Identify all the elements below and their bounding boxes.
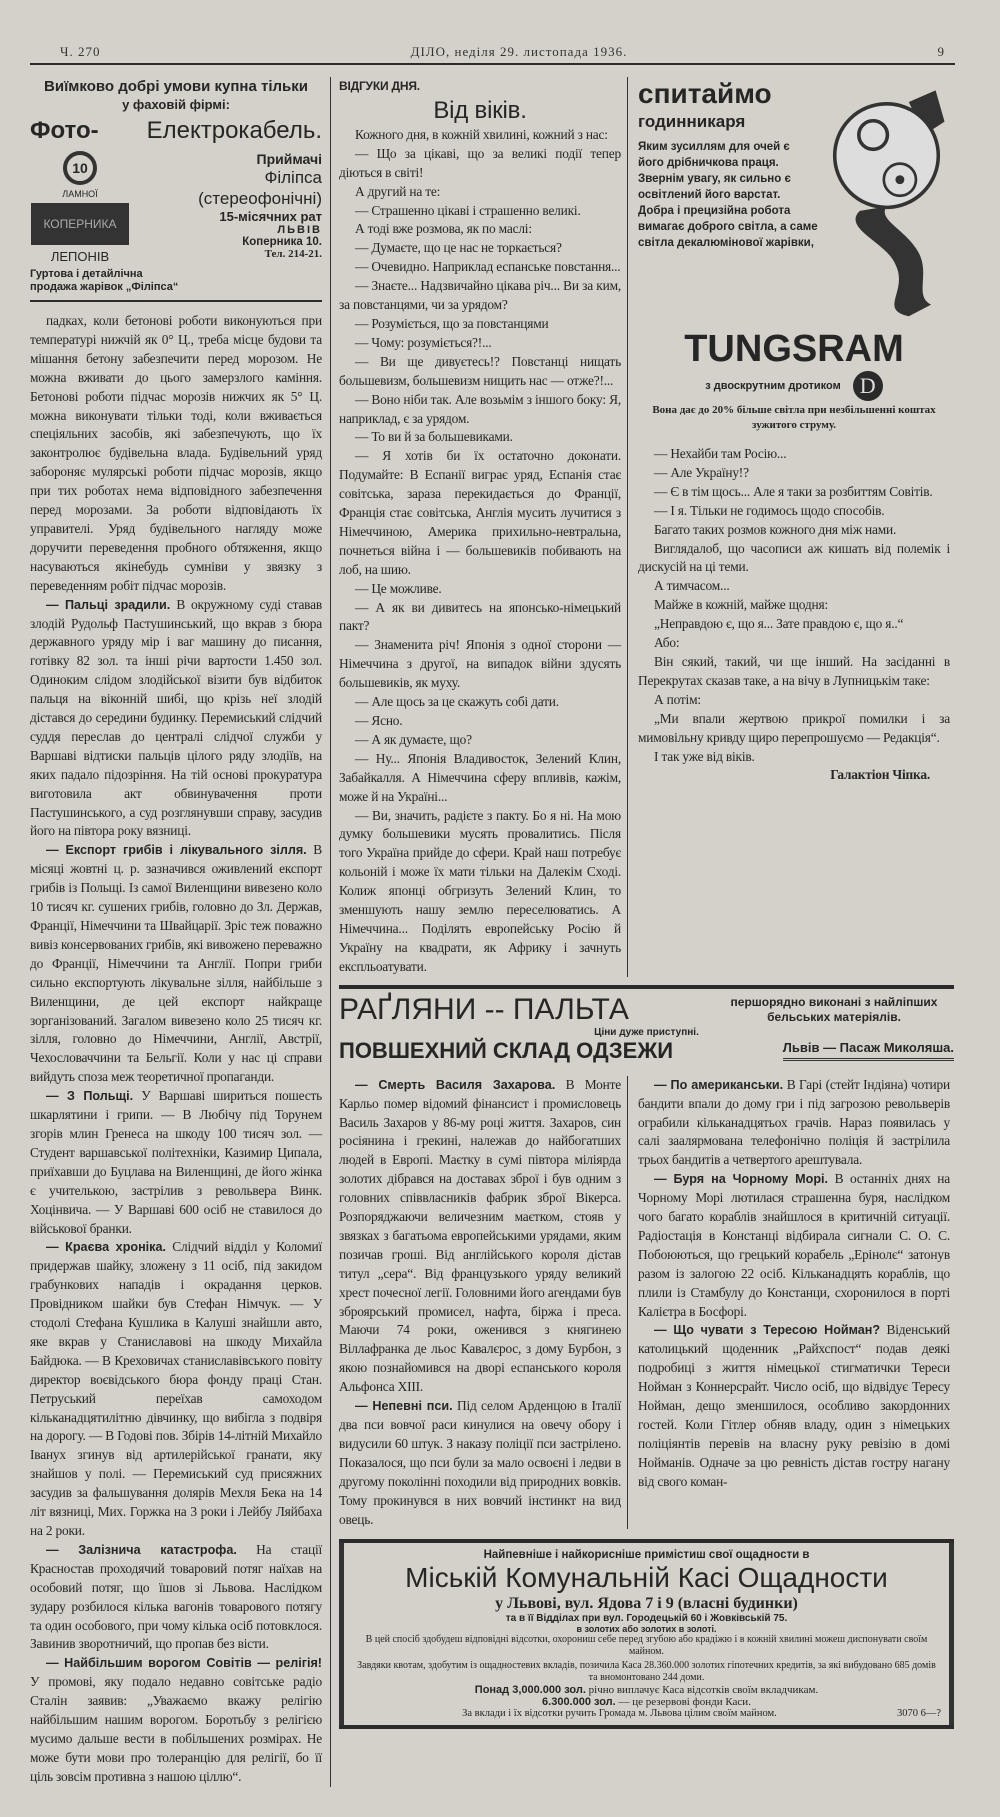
ad-text: річно виплачує Каса відсотків своїм вкладчикам. <box>585 1684 819 1697</box>
dialogue-line: — Ви, значить, радієте з пакту. Бо я ні. На мою думку большевики мусять провалитись. Після того Україна прийде до сфери. Край наш потребує кольоній і може їх мати тільки на Далекім Сході. Колиж японці обгризуть Зелений Клин, то зменшують нашу землю переселюватись. А Німеччина... Поділять европейську Росію й Україну на квадрати, як Африку і зачнуть експльоатувати. <box>339 807 621 974</box>
savings-bank-advertisement <box>339 1543 954 1725</box>
ad-wholesale <box>30 268 322 294</box>
ad-graphic <box>30 151 130 264</box>
article-paragraph <box>30 1087 322 1238</box>
ad-amount: 6.300.000 зол. <box>542 1696 616 1709</box>
article-text: В Монте Карльо помер відомий фінансист і промисловець Василь Захаров у 86-му році життя. Захаров, син росіянина і грекині, належав до найбогатших людей в Европі. Маєтку в сумі півтора міліярда золотих дібрався на доставах зброї і був одним з головних співвласників фабрик зброї Вікерса. Розпоряджаючи величезним маєтком, стояв у звязках з багатьома европейськими урядами, яким позичав гроші. Від англійського короля дістав титул „сера“. Від французького уряду великий хрест почесної легії. Головними його агендами був зброярський промисел, нафта, біржа і преса. Маючи 74 роки, оженився з княгинею Віллафранка де льос Кавалєрос, з дому Бурбон, з якою познайомився на дворі еспанського короля Альфонса XIII. <box>339 1076 621 1395</box>
dialogue-line: — Що за цікаві, що за великі події тепер діються в світі! <box>339 145 621 180</box>
coats-advertisement <box>339 989 954 1070</box>
ad-philips: Філіпса (стереофонічні) <box>198 168 322 208</box>
dialogue-line: Кожного дня, в кожній хвилині, кожний з нас: <box>355 126 608 142</box>
article-paragraph <box>638 1076 950 1171</box>
ad-installments: 15-місячних рат <box>219 209 322 224</box>
article-heading: — З Польщі. <box>46 1089 134 1104</box>
article-text: В останніх днях на Чорному Морі лютилася страшенна буря, наслідком чого багато кораблів знайшлося в критичній ситуації. Радіостація в Констанці відбирала сигнали С. О. С. Побоюються, що грецький корабель „Ерінолє“ затонув разом із залогою 22 осіб. Кільканадцять кораблів, що плили із Стамбулу до Констанци, схоронилося в порті Калієтра в Босфорі. <box>638 1171 950 1319</box>
ad-gold: в золотих або золотих в золоті. <box>576 1624 717 1635</box>
dialogue-line: — Думаєте, що це нас не торкається? <box>355 240 562 256</box>
ad-text: В цей спосіб здобудеш відповідні відсотки, охорониш себе перед згубою або крадіжю і в кожній хвилині можеш диспонувати своїм майном. <box>365 1634 928 1658</box>
dialogue-line: — Очевидно. Наприклад еспанське повстання... <box>355 259 621 275</box>
ad-title: Міській Комунальній Касі Ощадности <box>405 1562 888 1594</box>
dialogue-line: — Це можливе. <box>355 580 442 596</box>
dialogue-line: — А як думаєте, що? <box>355 731 472 747</box>
tungsram-logo: TUNGSRAM <box>684 328 904 370</box>
ad-prices: Ціни дуже приступні. <box>594 1026 699 1038</box>
watch-illustration <box>824 77 949 327</box>
banner-graphic: КОПЕРНИКА <box>31 203 129 245</box>
ad-address: у Львові, вул. Ядова 7 і 9 (власні будинки) <box>495 1595 798 1613</box>
dialogue-line: — Але Україну!? <box>654 464 749 480</box>
dialogue-line: — Знаєте... Надзвичайно цікава річ... Ви за ким, за повстанцями, чи за урядом? <box>339 278 621 313</box>
dialogue-line: „Неправдою є, що я... Зате правдою є, що я..“ <box>654 616 904 632</box>
feuilleton <box>339 77 628 977</box>
dialogue-line: — Є в тім щось... Але я таки за розбиттям Совітів. <box>654 483 933 499</box>
ad-branches: та в її Відділах при вул. Городецькій 60 і Жовківській 75. <box>505 1613 788 1625</box>
article-text: Слідчий відділ у Коломиї придержав шайку, зложену з 11 осіб, під закидом грабункових нападів і окрадання церков. Провідником шайки був Стефан Німчук. — У стодолі Стефана Кушлика в Калуші знайшли авто, яке вкрав у Станиславові на шкоду Михайла Байдюка. — В Креховичах станиславівського повіту директор воєвідського бюра фонду праці Стан. Петруський переїхав самоходом кільканадцятилітню дівчинку, що вибігла з подвіря на дорогу. — В Годові пов. Збірів 14-літній Михайло Іванух згинув від артилерійської гранати, яку знайшов у полі. — Перемиський суд присяжних засудив за фальшування долярів Мехля Бека на 14 літ вязниці, Мих. Горжка на 3 роки і Лейбу Ляйбаха на 2 роки. <box>30 1239 323 1538</box>
dialogue-line: — То ви й за большевиками. <box>355 429 513 445</box>
dialogue-line: Багато таких розмов кожного дня між нами. <box>654 521 897 537</box>
article-paragraph <box>30 1238 322 1541</box>
d-logo-icon: D <box>853 371 883 401</box>
dialogue-line: Або: <box>654 635 680 651</box>
article-heading: — Що чувати з Тересою Нойман? <box>654 1323 881 1338</box>
ad-text: За вклади і їх відсотки ручить Громада м. Львова цілим своїм майном. <box>462 1708 777 1720</box>
article-heading: — Експорт грибів і лікувального зілля. <box>46 843 307 858</box>
article-paragraph <box>30 596 322 842</box>
article-text: Віденський католицький щоденник „Райхспост“ подав деякі подробиці з життя німецької стигматички Тереси Нойман з Коннерсрайт. Число осіб, що відвідує Тересу Нойман, дещо зменшилося, особливо закордонних гостей. Коли Гітлер обняв владу, один з німецьких поліціянтів перевів на власну руку ревізію в домі Нойманів. Одначе за цю ревність дістав гостру нагану від свого коман- <box>638 1322 951 1489</box>
ad-body: Яким зусиллям для очей є його дрібничкова праця. Звернім увагу, як сильно є освітлений його варстат. Добра і прецизійна робота вимагає доброго світла, а саме світла декалюмінової жарівки, <box>638 141 818 249</box>
ad-store: ПОВШЕХНИЙ СКЛАД ОДЗЕЖИ <box>339 1037 674 1063</box>
masthead: ДІЛО, неділя 29. листопада 1936. <box>410 44 628 59</box>
ad-sub: з двоскрутним дротиком <box>705 380 841 392</box>
dialogue-line: Майже в кожній, майже щодня: <box>654 597 828 613</box>
feuilleton-text-middle <box>339 126 621 977</box>
article-paragraph <box>339 1076 621 1397</box>
dialogue-line: А тимчасом... <box>654 578 730 594</box>
article-heading: — Непевні пси. <box>355 1399 453 1414</box>
article-text: У промові, яку подало недавно совітське радіо Сталін заявив: „Уважаємо вкажу релігію найбільшим нашим ворогом. Боротьбу з релігією мусимо дальше вести в побільшених розмірах. Не може бути мови про толеранцію для релігії, бо її ціль зовсім противна з нашою ціллю“. <box>30 1674 322 1784</box>
article-heading: — Пальці зрадили. <box>46 597 171 612</box>
dialogue-line: — Воно ніби так. Але возьмім з іншого боку: Я, наприклад, є за урядом. <box>339 391 621 426</box>
article-paragraph <box>339 1397 621 1529</box>
article-text: В місяці жовтні ц. р. зазначився оживлений експорт грибів із Польщі. Із самої Виленщини вивезено коло 10 тисяч кг. сушених грибів, головно до Зл. Держав, Франції, Німеччини та Швайцарії. Зріс теж поважно вивіз консервованих грибів, які вивожено переважно до Франції, Німеччини та Англії. Попри гриби сильно експортують лікувальне зілля, найбільше з Виленщини, де цей експорт найкраще зорганізований. Загалом вивезено коло 25 тисяч кг. зілля, головно до Німеччини, Англії, Австрії, Чехословаччини та Бельгії. Коли у нас ці справи вийдуть споза меж теоретичної пропаганди. <box>30 842 322 1085</box>
article-paragraph <box>638 1170 950 1321</box>
article-heading: — Буря на Чорному Морі. <box>654 1172 829 1187</box>
ad-intro: Найпевніше і найкорисніше примістиш свої ощадности в <box>483 1549 810 1562</box>
dialogue-line: — Знаменита річ! Японія з одної сторони — Німеччина з другої, на випадок війни здусять большевиків, як муху. <box>339 637 621 691</box>
article-heading: — Найбільшим ворогом Совітів — релігія! <box>46 1656 322 1671</box>
issue-number: Ч. 270 <box>60 44 101 59</box>
ad-title: РАҐЛЯНИ -- ПАЛЬТА <box>339 992 629 1026</box>
ad-city: ЛЬВІВ <box>277 224 322 236</box>
dialogue-line: А тоді вже розмова, як по маслі: <box>355 221 532 237</box>
ad-rule <box>339 1725 954 1729</box>
article-paragraph <box>30 1541 322 1654</box>
article-text: В окружному суді ставав злодій Рудольф Пастушинський, що вкрав з бюра державного уряду мір і ваг машину до писання, готівку 82 зол. та інші річи вартости 1.450 зол. Одиноким слідом злодійської візити був відбиток пальця на віконній шибі, що крізь неї злодій дістався до середини будинку. Перемиський слідчий суддя переслав до централі слідчої служби у Варшаві відтиски пальців цілого ряду злодіїв, на яких падало підозріння. На тій основі прокуратура виготовила акт обвинувачення проти Пастушинського, а суд розглянувши справу, засудив його на півтора року вязниці. <box>30 596 322 839</box>
dialogue-line: — Ну... Японія Владивосток, Зелений Клин, Забайкалля. А Німеччина сферу впливів, кажім, може й на Україні... <box>339 750 621 804</box>
ad-wholesale-line: Гуртова і детайлічна <box>30 268 143 280</box>
dialogue-line: — Ясно. <box>355 713 403 728</box>
dialogue-line: — Нехайби там Росію... <box>654 446 787 461</box>
ad-title: спитаймо <box>638 78 772 109</box>
feuilleton-text-right <box>638 445 950 766</box>
dialogue-line: — Розуміється, що за повстанцями <box>355 315 549 331</box>
dialogue-line: — А як ви дивитесь на японсько-німецький пакт? <box>339 599 621 634</box>
dialogue-line: — Чому: розуміється?!... <box>355 334 492 350</box>
ad-receivers: Приймачі <box>256 151 322 167</box>
dialogue-line: — І я. Тільки не годимось щодо способів. <box>654 502 885 518</box>
feuilleton-continued <box>638 445 950 785</box>
dialogue-line: А другий на те: <box>355 183 441 199</box>
ad-foto: Фото- <box>30 117 99 144</box>
ad-street: Коперника 10. <box>242 236 322 248</box>
article-paragraph <box>30 1654 322 1786</box>
ad-wholesale-line: продажа жарівок „Філіпса“ <box>30 281 179 293</box>
ad-text: Завдяки квотам, здобутим із ощадностевих вкладів, позичила Каса 28.360.000 золотих гіпотечних кредитів, за які вибудовано 685 домів та вномонтовано 244 доми. <box>357 1660 936 1684</box>
ad-tiny-text: ЛАМНОЇ <box>62 189 98 199</box>
feuilleton-signature: Галактіон Чіпка. <box>830 767 930 783</box>
left-column-articles <box>30 312 322 1787</box>
dialogue-line: — Страшенно цікаві і страшенно великі. <box>355 202 581 218</box>
ad-subtitle: годинникаря <box>638 112 746 131</box>
ad-subline: у фаховій фірмі: <box>122 97 230 112</box>
page-number: 9 <box>937 44 945 59</box>
ad-lepon: ЛЕПОНІВ <box>50 249 110 264</box>
article-heading: — По американськи. <box>654 1077 784 1092</box>
ad-elektrokabel: Електрокабель. <box>146 117 322 144</box>
dialogue-line: Виглядалоб, що часописи аж кишать від полемік і дискусій на ці теми. <box>638 540 950 575</box>
article-paragraph <box>30 841 322 1087</box>
ad-claim: Вона дає до 20% більше світла при незбільшенні коштах зужитого струму. <box>652 404 936 431</box>
number-badge: 10 <box>63 151 97 185</box>
ad-amount: Понад 3,000.000 зол. <box>474 1684 586 1697</box>
lower-middle-articles <box>339 1076 628 1530</box>
article-heading: — Залізнича катастрофа. <box>46 1542 237 1557</box>
article-paragraph <box>30 312 322 596</box>
dialogue-line: — Я хотів би їх остаточно доконати. Подумайте: В Еспанії виграє уряд, Еспанія стає совітська, зараза перекидається до Франції, Франція стає совітська, Англія мусить лучитися з Німеччиною, Америка прихильно-невтральна, почнеться війна і — большевиків побивають на лоб, на шию. <box>339 448 621 577</box>
dialogue-line: І так уже від віків. <box>654 748 755 764</box>
article-text: У Варшаві шириться пошесть шкарлятини і грипи. — В Любічу під Торунем згорів млин Гренеса на шкоду 100 тисяч зол. — Студент варшавської політехніки, Казимир Ципала, приїхавши до Буцлава на Виленщині, де його жінка є учителькою, застрілив з револьвера Винк. Хоцінвича. — У Варшаві 600 осіб не ставилося до військової бранки. <box>30 1088 322 1236</box>
feuilleton-rubric: ВІДГУКИ ДНЯ. <box>339 79 420 93</box>
article-text: На стації Красностав проходячий товаровий потяг наїхав на особовий потяг, що їшов зі Львова. Наслідком зудару розбилося кілька вагонів товарового потягу та один особового, при чому кілька осіб потовклося. Завинив зворотничий, що пропав без вісти. <box>30 1541 323 1652</box>
ad-phone: Тел. 214-21. <box>264 248 322 260</box>
tungsram-advertisement <box>638 77 950 433</box>
feuilleton-title: Від віків. <box>433 96 527 124</box>
article-paragraph <box>638 1321 950 1491</box>
dialogue-line: „Ми впали жертвою прикрої помилки і за мимовільну кривду щиро перепрошуємо — Редакція“. <box>638 710 950 745</box>
ad-desc: першорядно виконані з найліпших бельських матеріялів. <box>730 994 938 1024</box>
ad-text: — це резервові фонди Каси. <box>615 1696 751 1709</box>
article-text: В Гарі (стейт Індіяна) чотири бандити впали до дому гри і під загрозою револьверів ограбили кільканадцятьох грачів. Нараз появилась у салі заалярмована телефонічно поліція й застрілила трьох бандитів а четвертого арештувала. <box>638 1076 950 1168</box>
dialogue-line: А потім: <box>654 691 701 707</box>
dialogue-line: Він сякий, такий, чи ще інший. На засіданні в Перекрутах сказав таке, а на вічу в Лупницькім таке: <box>638 653 950 688</box>
article-heading: — Краєва хроніка. <box>46 1240 166 1255</box>
ad-headline: Виїмково добрі умови купна тільки <box>44 78 308 95</box>
ad-address: Львів — Пасаж Миколяша. <box>783 1040 954 1061</box>
article-text: Під селом Арденцою в Італії два пси вовчої раси кинулися на овечу обору і видусили 60 штук. З наказу поліції пси застрілено. Показалося, що пси були за мало освоєні і ледви в другому поколінні походили від природних вовків. Тому прокинувся в них вовчий інстинкт на вид овець. <box>339 1398 621 1527</box>
dialogue-line: — Ви ще дивуєтесь!? Повстанці нищать большевизм, большевизм нищить нас — отже?!... <box>339 353 621 388</box>
lower-right-articles <box>628 1076 950 1530</box>
dialogue-line: — Але щось за це скажуть собі дати. <box>355 694 559 710</box>
ad-code: 3070 6—? <box>896 1708 941 1720</box>
article-text: падках, коли бетонові роботи виконуються при температурі нижчій як 0° Ц., треба місце будови та мішання бетону забезпечити перед морозом. Не можна вживати до цього замерзлого каміння. Бетонові роботи підчас морозів нижчих як 5° Ц. можна виконувати тільки тоді, коли вживається спеціяльних засобів, які забезпечують, що їх законтролює будівельна влада. Будівельний уряд забороняє мулярські роботи підчас морозів, якщо при тих роботах нема відповідного забезпечення перед морозами. За роботи відповідають їх управителі. Уряд будівельного нагляду може доручити переведення пробного обтяження, якщо насуваються якінебудь сумніви у звязку з переведенням робіт підчас морозів. <box>30 313 322 593</box>
article-heading: — Смерть Василя Захарова. <box>355 1077 556 1092</box>
philips-advertisement <box>30 77 322 302</box>
page-header <box>30 44 955 65</box>
